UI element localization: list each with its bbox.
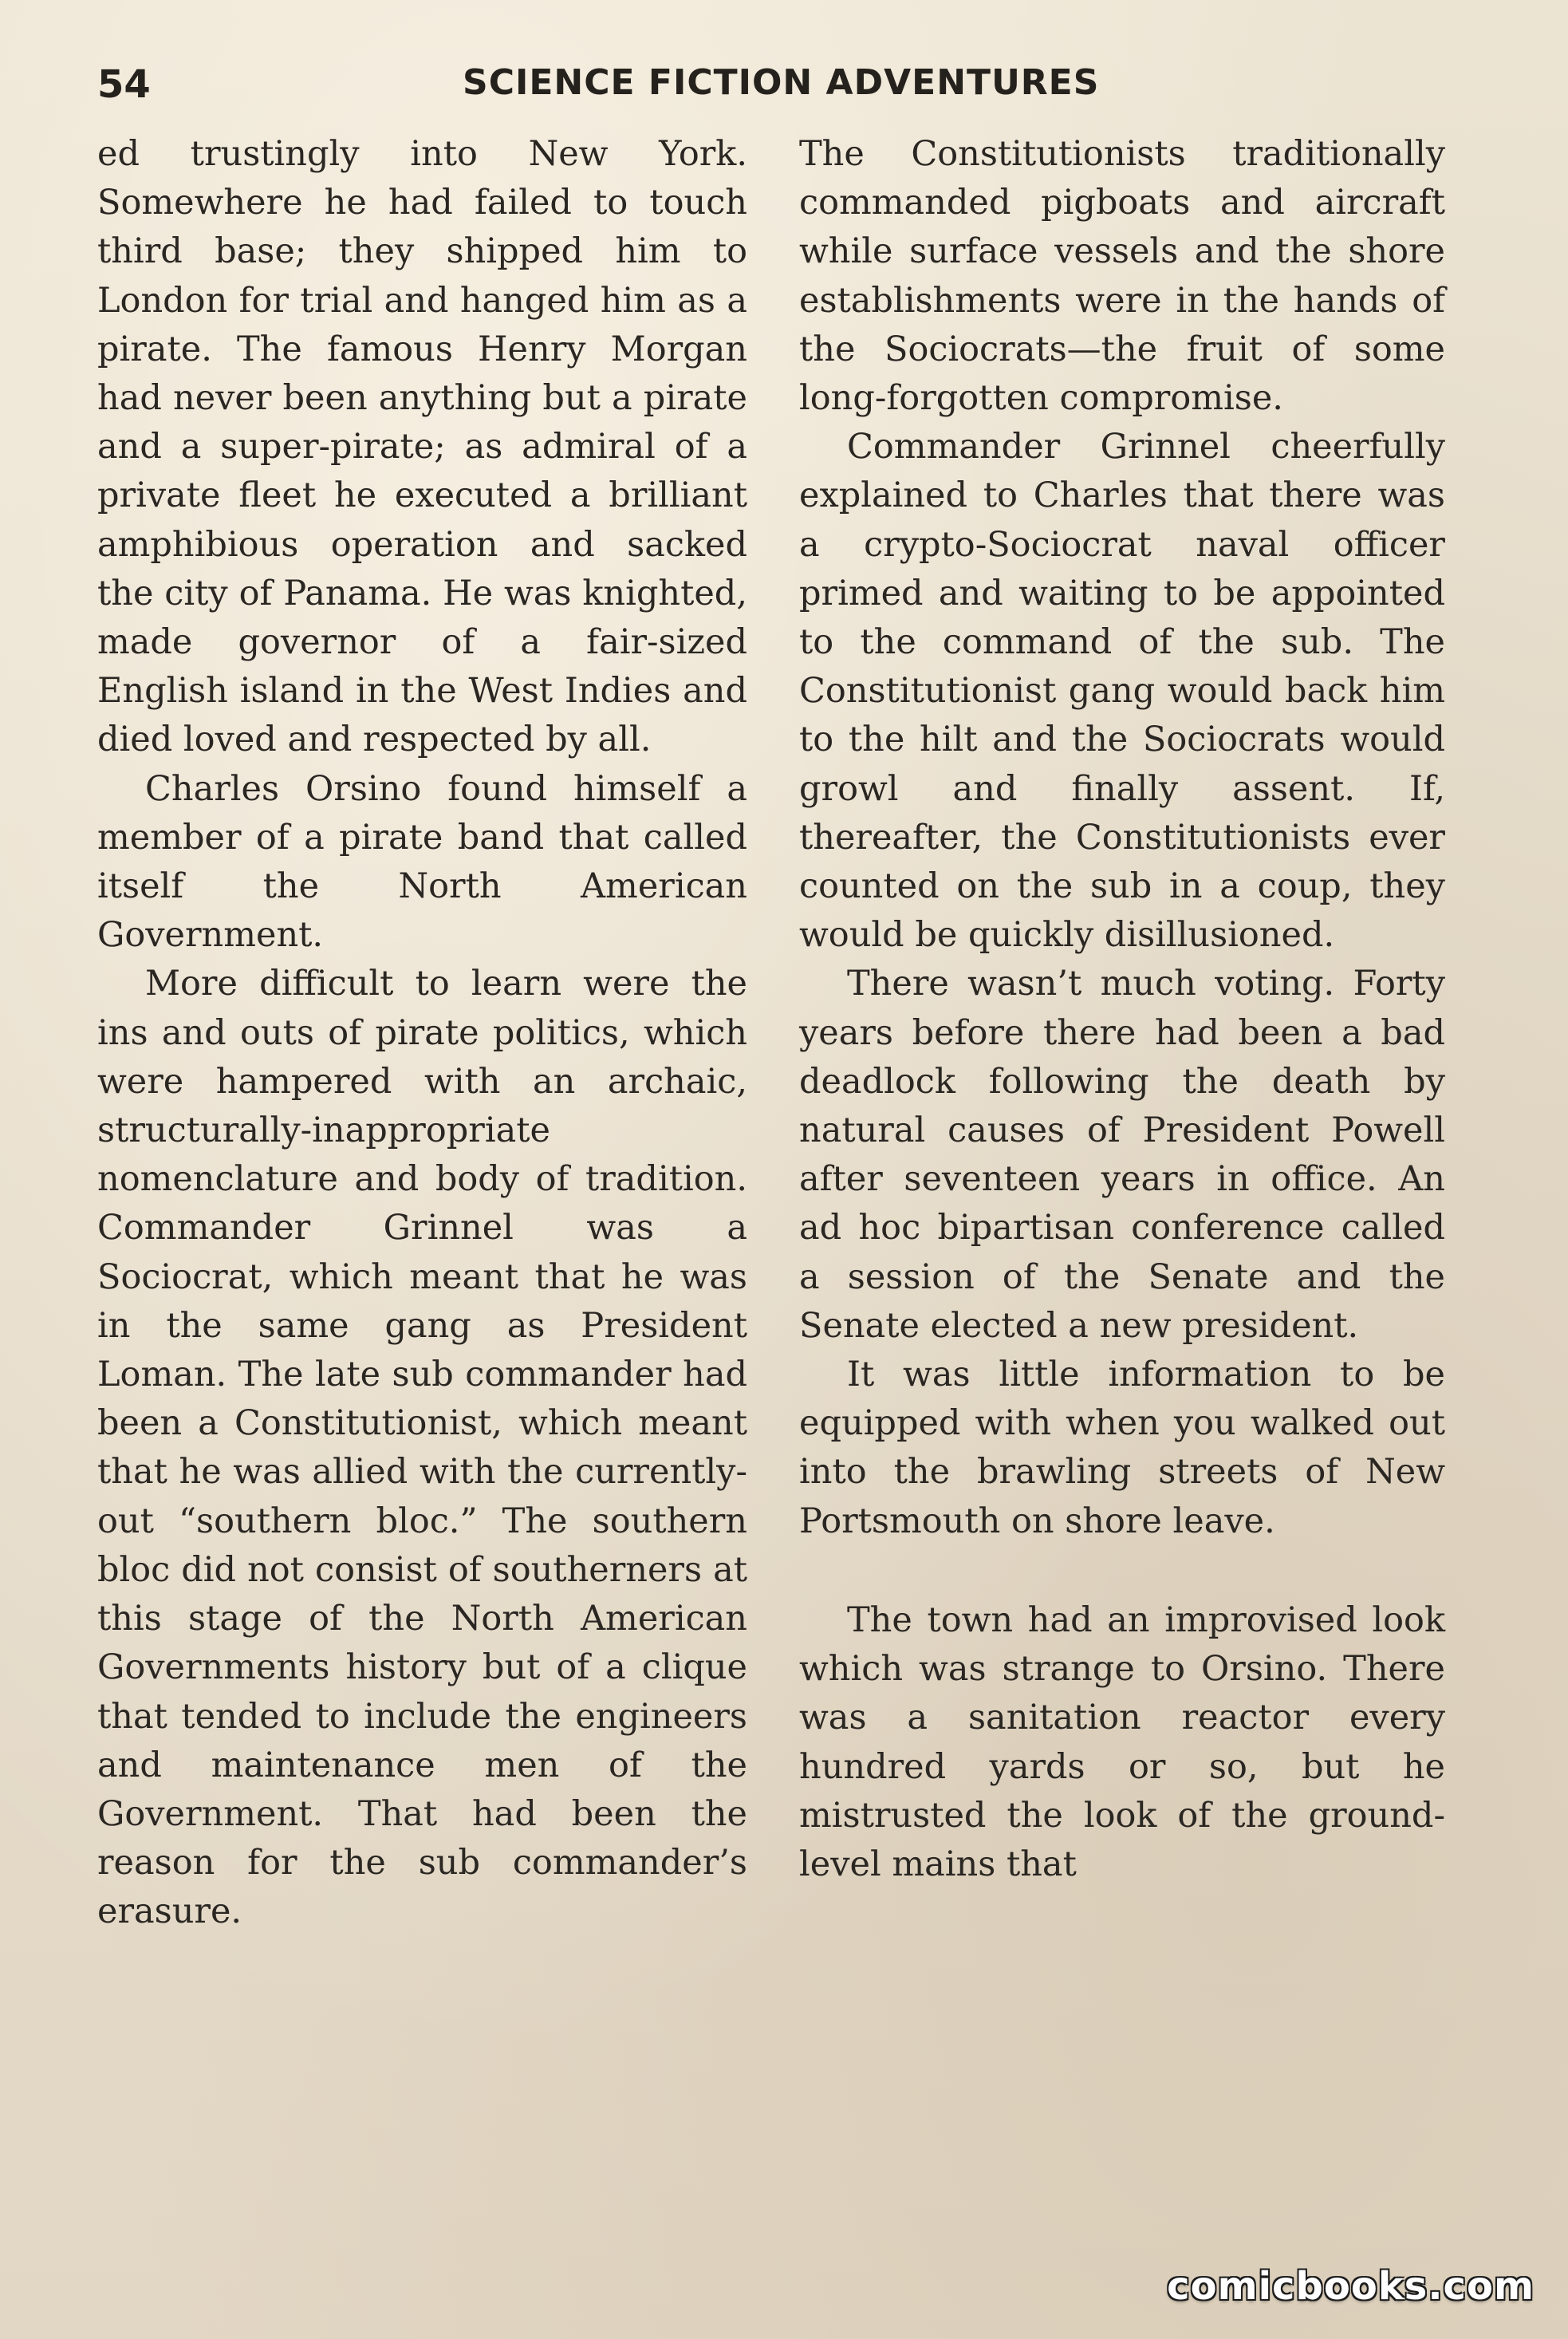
paragraph: The town had an improvised look which was strange to Orsino. There was a sanitation reactor every hundred yards or so, but he mistrusted the look of the ground-level mains that <box>799 1599 1445 1884</box>
paragraph: Commander Grinnel cheerfully explained to Charles that there was a crypto-Sociocrat naval officer primed and waiting to be appointed to the command of the sub. The Constitutionist gang would back him to the hilt and the Sociocrats would growl and finally assent. If, thereafter, the Constitutionists ever counted on the sub in a coup, they would be quickly disillusioned. <box>799 427 1445 956</box>
paragraph: It was little information to be equipped with when you walked out into the brawling streets of New Portsmouth on shore leave. <box>799 1355 1445 1541</box>
paragraph: More difficult to learn were the ins and outs of pirate politics, which were hampered with an archaic, structurally-inappropriate nomenclature and body of tradition. Commander Grinnel was a Sociocrat, which meant that he was in the same gang as President Loman. The late sub commander had been a Constitutionist, which meant that he was allied with the currently-out “southern bloc.” The southern bloc did not consist of southerners at this stage of the North American Governments history but of a clique that tended to include the engineers and maintenance men of the Government. That had been the reason for the sub commander’s erasure. <box>97 964 747 1932</box>
right-column <box>799 130 1445 1889</box>
left-column <box>97 130 747 1937</box>
paragraph: The Constitutionists traditionally commanded pigboats and aircraft while surface vessels and the shore establishments were in the hands of the Sociocrats—the fruit of some long-forgotten compromise. <box>799 134 1445 419</box>
paragraph: Charles Orsino found himself a member of a pirate band that called itself the North American Government. <box>97 768 747 956</box>
running-title: SCIENCE FICTION ADVENTURES <box>463 62 1100 103</box>
watermark-logo: comicbooks.com <box>1167 2264 1535 2309</box>
paragraph: There wasn’t much voting. Forty years before there had been a bad deadlock following the death by natural causes of President Powell after seventeen years in office. An ad hoc bipartisan conference called a session of the Senate and the Senate elected a new president. <box>799 964 1445 1346</box>
page-header <box>97 62 1453 118</box>
paragraph: ed trustingly into New York. Somewhere he had failed to touch third base; they shipped him to London for trial and hanged him as a pirate. The famous Henry Morgan had never been anything but a pirate and a super-pirate; as admiral of a private fleet he executed a brilliant amphibious operation and sacked the city of Panama. He was knighted, made governor of a fair-sized English island in the West Indies and died loved and respected by all. <box>97 134 747 760</box>
page-number: 54 <box>97 62 151 107</box>
